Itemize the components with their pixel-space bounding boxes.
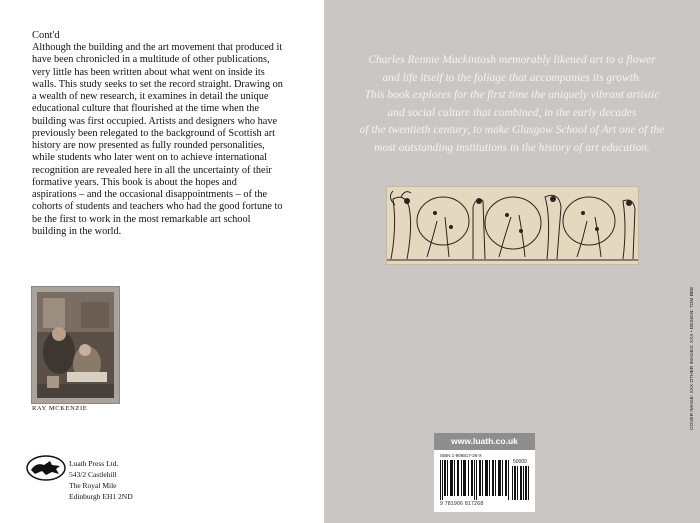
address-line: The Royal Mile bbox=[69, 481, 117, 490]
quote-line: most outstanding institutions in the history of art education. bbox=[374, 141, 650, 154]
publisher-address bbox=[69, 458, 133, 502]
isbn-barcode bbox=[440, 460, 510, 500]
barcode-number: 9 781906 817268 bbox=[440, 501, 484, 507]
quote-line: and social culture that combined, in the early decades bbox=[387, 106, 637, 119]
quote-line: and life itself to the foliage that accompanies its growth. bbox=[382, 71, 642, 84]
flap-body-text: Although the building and the art movement that produced it have been chronicled in a multitude of other publications, very little has been written about what went on inside its walls. This study seeks to set the record straight. Drawing on a wealth of new research, it examines in detail the unique educational culture that flourished at the time when the building was first occupied. Artists and designers who have previously been relegated to the background of Scottish art history are now presented as fully rounded personalities, while students who later went on to achieve international recognition are revealed here in all the uncertainty of their formative years. This book is about the hopes and aspirations – and the occasional disappointments – of the cohorts of students and teachers who had the good fortune to be the first to work in the most remarkable art school building in the world. bbox=[32, 42, 283, 237]
price-barcode bbox=[512, 466, 530, 500]
price-code: 50000 bbox=[513, 459, 527, 465]
frieze-drawing bbox=[387, 187, 638, 264]
photo-credit: RAY MCKENZIE bbox=[32, 405, 88, 412]
publisher-name: Luath Press Ltd. bbox=[69, 459, 119, 468]
luath-logo-icon bbox=[26, 455, 66, 481]
cover-design-credit: COVER IMAGE: XXX OTHER IMAGES: XXX • DESIGN: TOM BEE bbox=[690, 286, 695, 430]
contd-label: Cont'd bbox=[32, 30, 60, 41]
quote-line: of the twentieth century, to make Glasgow School of Art one of the bbox=[359, 124, 665, 137]
painting-image bbox=[37, 292, 114, 398]
framed-painting-photo bbox=[31, 286, 120, 404]
isbn-label: ISBN 1-906817-26-X bbox=[440, 453, 482, 458]
address-line: 543/2 Castlehill bbox=[69, 470, 117, 479]
publisher-url: www.luath.co.uk bbox=[434, 433, 535, 450]
decorative-frieze-illustration bbox=[386, 186, 639, 265]
quote-line: This book explores for the first time the uniquely vibrant artistic bbox=[364, 89, 660, 102]
quote-line: Charles Rennie Mackintosh memorably likened art to a flower bbox=[368, 54, 656, 66]
barcode-panel bbox=[434, 433, 535, 512]
address-line: Edinburgh EH1 2ND bbox=[69, 492, 133, 501]
back-flap bbox=[0, 0, 324, 523]
cover-quote bbox=[324, 52, 700, 158]
